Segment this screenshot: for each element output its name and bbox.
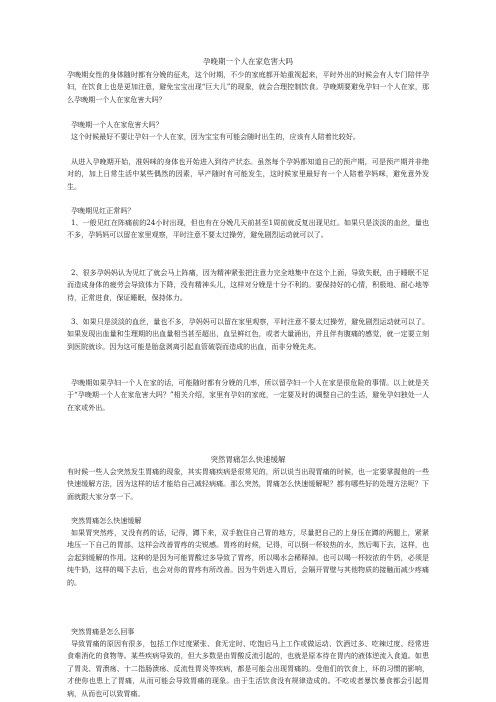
section-heading: 突然胃痛怎么快速缓解 [71, 516, 142, 525]
body-paragraph: 如果胃突然疼，又没有药的话，记得，蹲下来，双手抱住自己胃的地方，尽量把自己的上身压在蹲的两腿上，紧紧地压一下自己的胃部，这样会改善胃疼的尖锐感。胃疼的时候，记得，可以倒一杯较热的水，然后喝下去，这样，也会起到缓解的作用。这种的是因为可能胃酸过多导致了胃疼，所以喝水会稀释掉。也可以喝一杯较浓的牛奶，必须是纯牛奶，这样的喝下去后，也会对你的胃疼有所改善。因为牛奶进入胃后，会隔开胃壁与其他物质的接触而减少疼痛的。 [67, 528, 429, 587]
section-heading: 孕晚期见红正常吗？ [71, 206, 135, 215]
intro-paragraph: 孕晚期女性的身体随时都有分娩的征兆，这个时期，不少的家庭都开始重视起来，平时外出的时候会有人专门陪伴孕妇，在饮食上也是更加注意，避免宝宝出现“巨大儿”的现象，就会合理控制饮食。孕晚期要避免孕妇一个人在家，那么孕晚期一个人在家危害大吗？ [67, 70, 429, 104]
list-item: 3、如果只是淡淡的血丝，量也不多，孕妈妈可以留在家里观察，平时注意不要太过操劳，避免剧烈运动就可以了。如果发现出血量和生理期的出血量相当甚至超出，血呈鲜红色，或者大量涌出，并且伴有腹痛的感觉，就一定要立刻到医院就诊。因为这可能是胎盘剥离引起血管破裂而造成的出血，而非分娩先兆。 [67, 317, 429, 351]
section-heading: 孕晚期一个人在家危害大吗？ [71, 120, 163, 129]
closing-paragraph: 孕晚期如果孕妇一个人在家的话，可能随时都有分娩的几率，所以留孕妇一个人在家是很危险的事情。以上就是关于“孕晚期一个人在家危害大吗？”相关介绍，家里有孕妇的家庭，一定要及时的调整自己的生活，避免孕妇独处一人在家或外出。 [67, 378, 429, 412]
article-title: 孕晚期一个人在家危害大吗 [203, 57, 293, 66]
article-title: 突然胃痛怎么快速缓解 [210, 455, 286, 464]
body-paragraph: 从进入孕晚期开始，准妈咪的身体也开始进入到待产状态。虽然每个孕妈都知道自己的预产期，可是预产期并非绝对的，加上日常生活中某些偶然的因素，早产随时有可能发生，这时候家里最好有一个人陪着孕妈咪，避免意外发生。 [67, 157, 429, 191]
body-paragraph: 导致胃痛的原因有很多，包括工作过度紧张、食无定时、吃饱后马上工作或做运动、饮酒过多、吃辣过度、经常进食难消化的食物等。某些疾病导致的，但大多数是由胃酸反流引起的，也就是原本待在胃内的液体逆流入食道。如患了胃炎、胃溃疡、十二指肠溃疡、反流性胃炎等疾病，都是可能会出现胃痛的。受他们的饮食上，坏的习惯的影响，才使你也患上了胃痛，从而可能会导致胃痛的现象。由于生活饮食没有规律造成的。不吃或者暴饮暴食都会引起胃病，从而也可以致胃痛。 [67, 639, 429, 698]
intro-paragraph: 有时候一些人会突然发生胃痛的现象，其实胃痛疾病是很常见的，所以说当出现胃痛的时候，也一定要掌握他的一些快速缓解方法，因为这样的话才能给自己减轻病痛。那么突然，胃痛怎么快速缓解呢？都有哪些好的处理方法呢？下面就跟大家分享一下。 [67, 467, 429, 501]
list-item: 2、很多孕妈妈认为见红了就会马上阵痛，因为精神紧张把注意力完全地集中在这个上面，导致失眠，由于睡眠不足而造成身体的疲劳会导致体力下降，没有精神头儿，这样对分娩是十分不利的。要保持好的心情，积极地、耐心地等待，正常进食，保证睡眠，保持体力。 [67, 268, 429, 302]
section-heading: 突然胃痛是怎么回事 [71, 627, 135, 636]
list-item: 1、一般见红在阵痛前的24小时出现，但也有在分娩几天前甚至1周前就反复出现见红。如果只是淡淡的血丝，量也不多，孕妈妈可以留在家里观察，平时注意不要太过操劳，避免剧烈运动就可以了。 [67, 218, 429, 240]
body-paragraph: 这个时候最好不要让孕妇一个人在家，因为宝宝有可能会随时出生的，应该有人陪着比较好。 [71, 132, 360, 141]
